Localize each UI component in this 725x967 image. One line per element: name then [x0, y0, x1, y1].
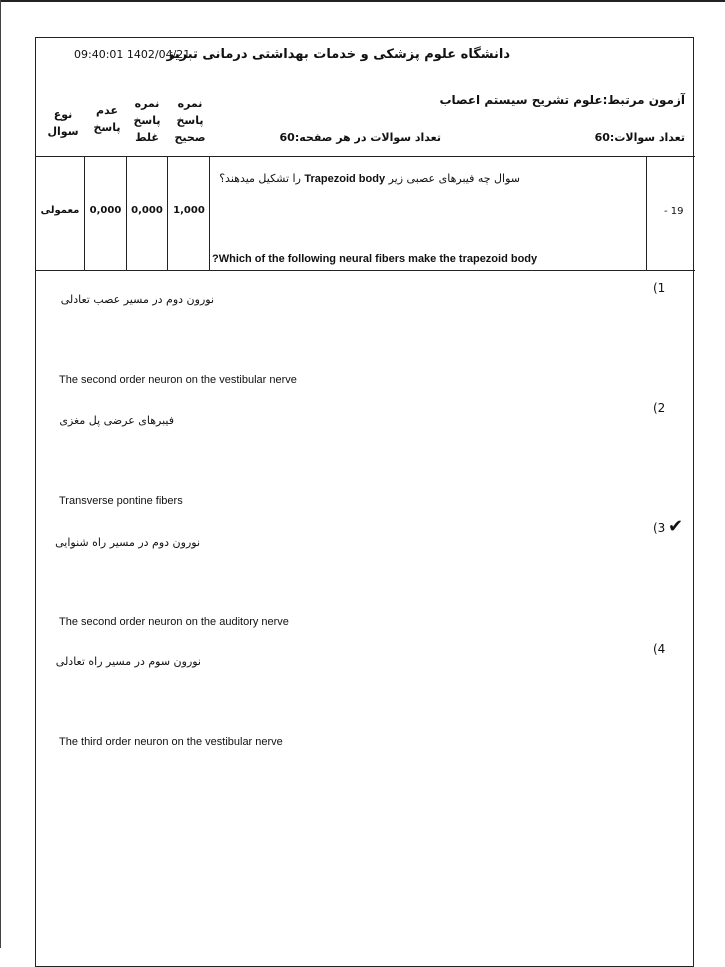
questions-per-page: تعداد سوالات در هر صفحه:60	[279, 131, 441, 144]
table-top-line	[36, 156, 695, 157]
option-text-fa: نورون دوم در مسیر راه شنوایی	[55, 536, 200, 549]
option-text-en: The third order neuron on the vestibular nerve	[59, 736, 283, 748]
document-frame	[35, 37, 694, 967]
question-text-en: ?Which of the following neural fibers make the trapezoid body	[212, 253, 538, 265]
score-correct: 1,000	[173, 205, 205, 216]
header-question-type: نوع سوال	[47, 108, 79, 138]
option-number: (2	[653, 401, 666, 415]
col-divider	[167, 156, 168, 271]
total-questions: تعداد سوالات:60	[594, 131, 685, 144]
question-number: - 19	[664, 206, 684, 217]
university-title: دانشگاه علوم پزشکی و خدمات بهداشتی درمانی تبریز	[166, 47, 510, 62]
header-wrong-score: نمره پاسخ غلط	[133, 97, 161, 144]
question-text-fa-after: را تشکیل میدهند؟	[219, 172, 301, 185]
col-divider	[646, 156, 647, 271]
print-datetime: 09:40:01 1402/04/21	[74, 48, 191, 61]
page-left-border	[0, 0, 1, 948]
option-number: (1	[653, 281, 666, 295]
option-text-fa: نورون دوم در مسیر عصب تعادلی	[60, 293, 214, 306]
score-wrong: 0,000	[131, 205, 163, 216]
option-number: (4	[653, 642, 666, 656]
page-top-border	[0, 0, 725, 2]
score-no-answer: 0,000	[89, 205, 122, 216]
option-text-en: Transverse pontine fibers	[59, 495, 183, 507]
question-term: Trapezoid body	[304, 173, 386, 185]
header-no-answer: عدم پاسخ	[93, 104, 121, 134]
checkmark-icon: ✔	[668, 516, 684, 537]
option-text-en: The second order neuron on the vestibular nerve	[59, 374, 297, 386]
option-text-en: The second order neuron on the auditory nerve	[59, 616, 289, 628]
table-bottom-line	[36, 270, 695, 271]
question-text-fa	[219, 172, 520, 185]
question-text-fa-before: سوال چه فیبرهای عصبی زیر	[388, 172, 520, 185]
option-number: (3	[653, 521, 666, 535]
exam-title: آزمون مرتبط:علوم تشریح سیستم اعصاب	[439, 93, 685, 107]
question-type: معمولی	[40, 205, 80, 216]
col-divider	[209, 156, 210, 271]
option-text-fa: نورون سوم در مسیر راه تعادلی	[55, 655, 201, 668]
header-correct-score: نمره پاسخ صحیح	[174, 97, 206, 144]
option-text-fa: فیبرهای عرضی پل مغزی	[59, 414, 174, 427]
